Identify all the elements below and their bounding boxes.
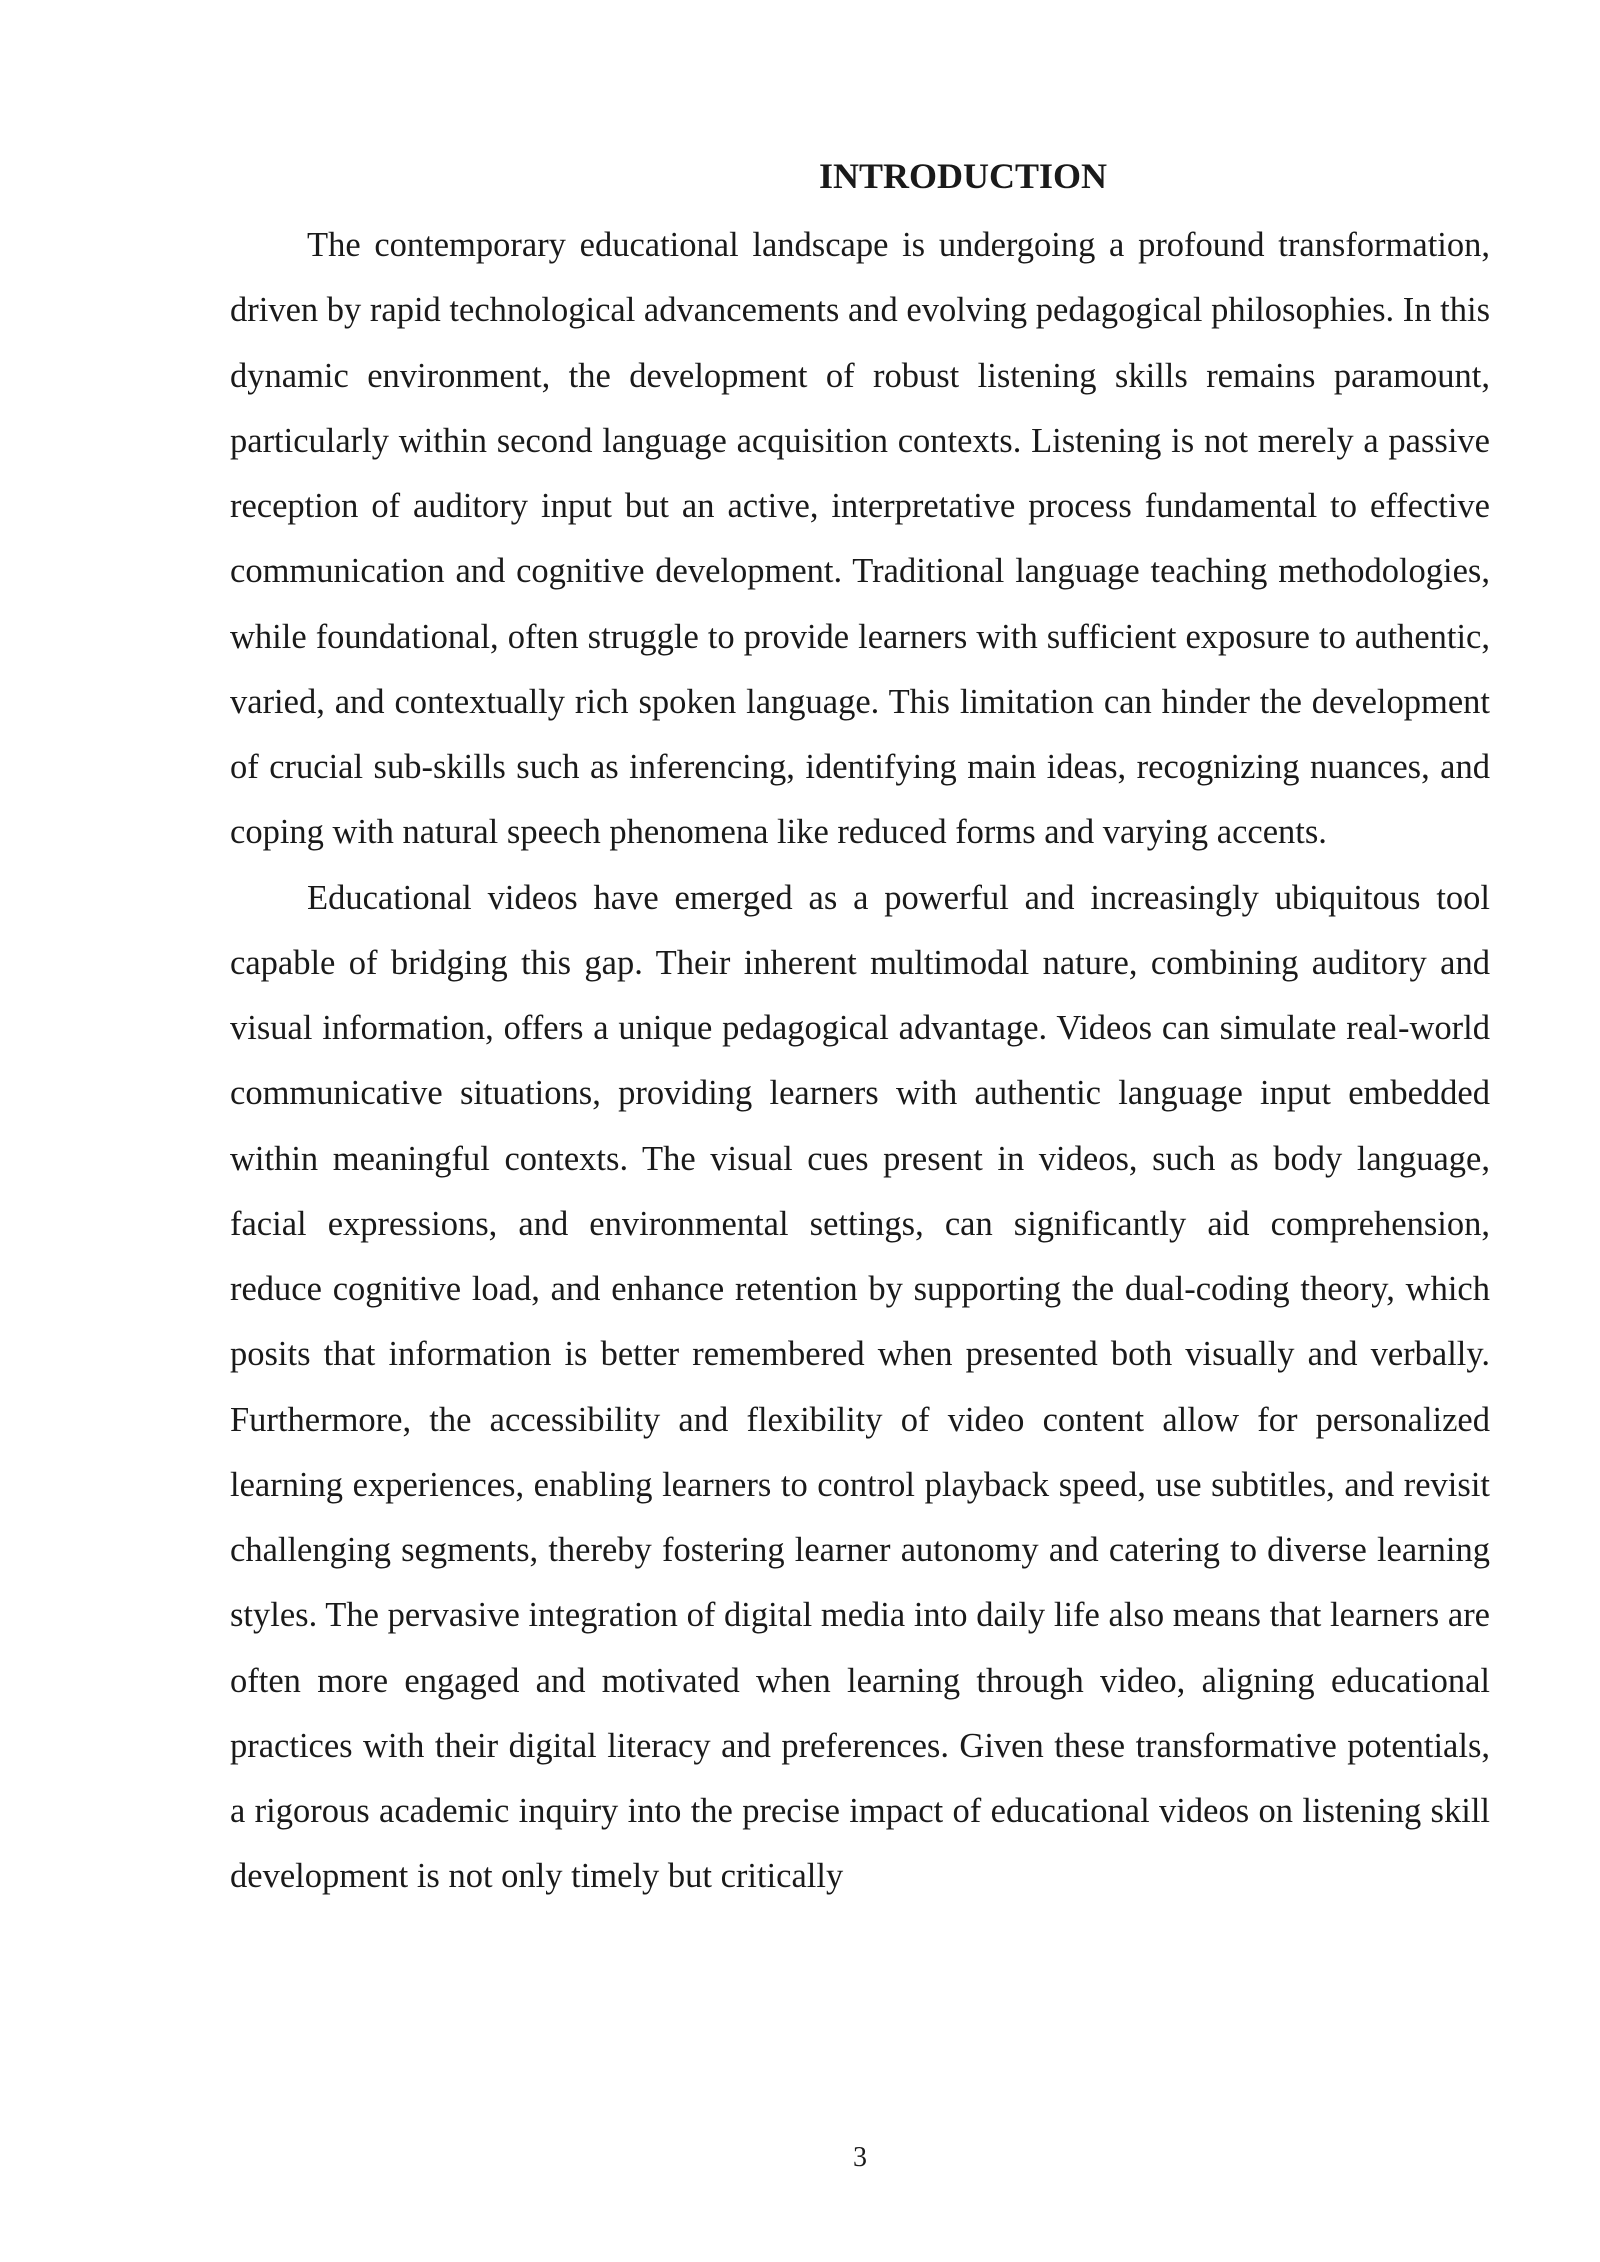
heading-container [230, 150, 1566, 202]
paragraph-1: The contemporary educational landscape is undergoing a profound transformation, driven by rapid technological advancements and evolving pedagogical philosophies. In this dynamic environment, the development of robust listening skills remains paramount, particularly within second language acquisition contexts. Listening is not merely a passive reception of auditory input but an active, interpretative process fundamental to effective communication and cognitive development. Traditional language teaching methodologies, while foundational, often struggle to provide learners with sufficient exposure to authentic, varied, and contextually rich spoken language. This limitation can hinder the development of crucial sub-skills such as inferencing, identifying main ideas, recognizing nuances, and coping with natural speech phenomena like reduced forms and varying accents. [230, 226, 1490, 852]
page-number: 3 [853, 2142, 867, 2173]
paragraph-2: Educational videos have emerged as a powerful and increasingly ubiquitous tool capable of bridging this gap. Their inherent multimodal nature, combining auditory and visual information, offers a unique pedagogical advantage. Videos can simulate real-world communicative situations, providing learners with authentic language input embedded within meaningful contexts. The visual cues present in videos, such as body language, facial expressions, and environmental settings, can significantly aid comprehension, reduce cognitive load, and enhance retention by supporting the dual-coding theory, which posits that information is better remembered when presented both visually and verbally. Furthermore, the accessibility and flexibility of video content allow for personalized learning experiences, enabling learners to control playback speed, use subtitles, and revisit challenging segments, thereby fostering learner autonomy and catering to diverse learning styles. The pervasive integration of digital media into daily life also means that learners are often more engaged and motivated when learning through video, aligning educational practices with their digital literacy and preferences. Given these transformative potentials, a rigorous academic inquiry into the precise impact of educational videos on listening skill development is not only timely but critically [230, 878, 1490, 1896]
body-text [230, 213, 1490, 1910]
section-heading: INTRODUCTION [818, 156, 1108, 196]
